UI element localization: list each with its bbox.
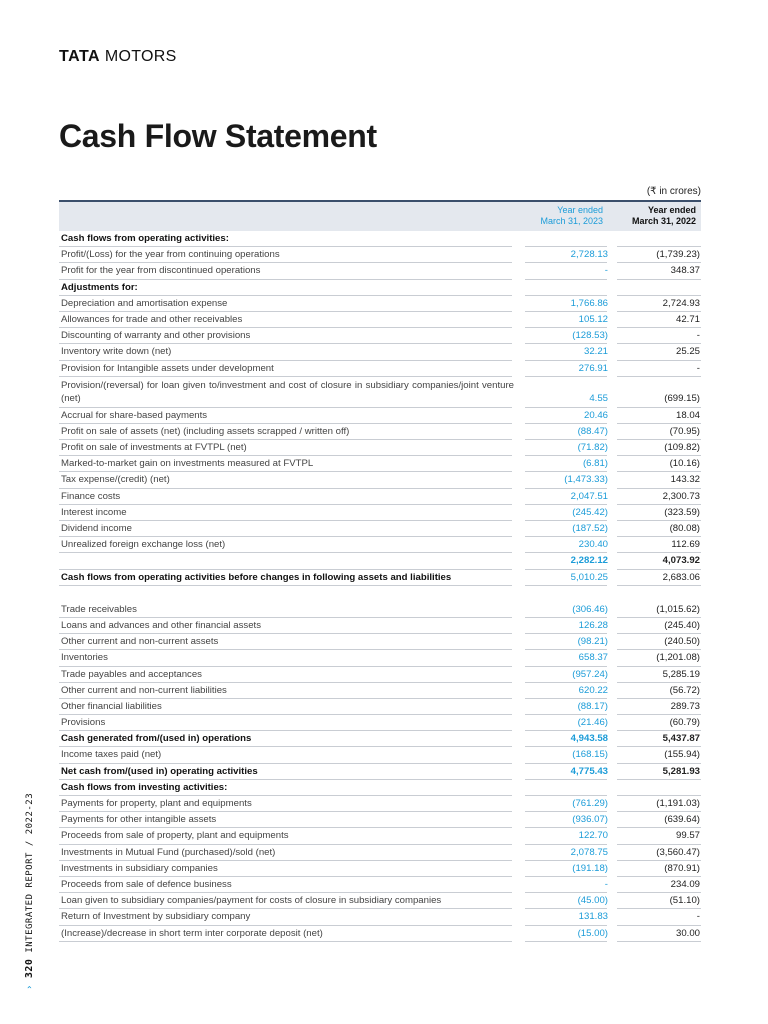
row-value-2023: (6.81)	[582, 458, 608, 470]
row-value-2023: 126.28	[578, 619, 608, 631]
row-value-2022: 5,285.19	[662, 668, 700, 680]
row-value-2023: 230.40	[578, 539, 608, 551]
row-value-2023: -	[604, 265, 608, 277]
row-value-2022: 18.04	[675, 409, 700, 421]
table-row	[59, 424, 701, 440]
row-value-2022: 112.69	[671, 539, 700, 551]
row-value-2022: (56.72)	[669, 684, 700, 696]
table-row	[59, 683, 701, 699]
row-value-2023: (957.24)	[572, 668, 608, 680]
table-row	[59, 247, 701, 263]
table-row	[59, 489, 701, 505]
row-value-2022: 2,683.06	[662, 571, 700, 583]
column-header-previous	[632, 205, 696, 227]
table-row	[59, 456, 701, 472]
row-label: Adjustments for:	[61, 281, 138, 293]
row-label: Provision/(reversal) for loan given to/investment and cost of closure in subsidiary companies/joint venture (net)	[61, 379, 514, 404]
table-row	[59, 586, 701, 602]
row-value-2022: (699.15)	[664, 392, 700, 404]
row-value-2023: 276.91	[578, 362, 608, 374]
report-name: INTEGRATED REPORT / 2022-23	[25, 792, 35, 959]
row-label: Proceeds from sale of property, plant and equipments	[61, 830, 289, 842]
table-row	[59, 231, 701, 247]
row-label: Income taxes paid (net)	[61, 749, 162, 761]
chevron-right-icon: ›	[25, 984, 35, 990]
page-title: Cash Flow Statement	[59, 118, 377, 154]
row-value-2022: 30.00	[675, 927, 700, 939]
row-value-2023: (45.00)	[577, 895, 608, 907]
table-row	[59, 861, 701, 877]
row-value-2023: 105.12	[578, 313, 608, 325]
row-value-2023: (936.07)	[572, 814, 608, 826]
table-row	[59, 570, 701, 586]
row-value-2022: (51.10)	[669, 895, 700, 907]
row-value-2023: (761.29)	[572, 798, 608, 809]
table-row	[59, 440, 701, 456]
row-label: Other current and non-current assets	[61, 636, 219, 648]
column-header-previous-line2: March 31, 2022	[631, 216, 696, 226]
row-value-2022: (323.59)	[664, 506, 700, 518]
table-row	[59, 328, 701, 344]
row-value-2023: (191.18)	[572, 862, 608, 874]
table-row	[59, 361, 701, 377]
row-label: Payments for property, plant and equipments	[61, 798, 252, 809]
row-label: Other financial liabilities	[61, 700, 162, 712]
table-row	[59, 602, 701, 618]
row-value-2023: (128.53)	[572, 330, 608, 342]
row-label: Tax expense/(credit) (net)	[61, 474, 170, 486]
row-value-2022: (639.64)	[664, 814, 700, 826]
row-value-2022: (10.16)	[669, 458, 700, 470]
row-value-2022: -	[696, 330, 700, 342]
table-row	[59, 650, 701, 666]
table-row	[59, 699, 701, 715]
row-value-2023: (1,473.33)	[564, 474, 608, 486]
row-value-2023: 2,728.13	[570, 249, 608, 261]
row-value-2023: (168.15)	[572, 749, 608, 761]
row-value-2022: 5,281.93	[662, 765, 700, 777]
table-row	[59, 926, 701, 942]
page-footer	[24, 793, 35, 990]
row-label: Cash generated from/(used in) operations	[61, 733, 252, 745]
row-label: Payments for other intangible assets	[61, 814, 217, 826]
row-value-2023: 20.46	[583, 409, 608, 421]
row-label: Loans and advances and other financial assets	[61, 619, 262, 631]
row-value-2022: (155.94)	[664, 749, 700, 761]
column-header-current	[540, 205, 603, 227]
row-value-2022: (245.40)	[664, 619, 700, 631]
table-row	[59, 618, 701, 634]
row-label: Profit for the year from discontinued operations	[61, 265, 261, 277]
row-label: Profit on sale of assets (net) (including assets scrapped / written off)	[61, 425, 350, 437]
row-value-2022: 4,073.92	[662, 555, 700, 567]
table-row	[59, 408, 701, 424]
row-value-2023: 2,078.75	[570, 846, 608, 858]
table-row	[59, 280, 701, 296]
row-value-2022: 42.71	[675, 313, 700, 325]
row-label: Allowances for trade and other receivables	[61, 313, 243, 325]
row-value-2022: 5,437.87	[662, 733, 700, 745]
row-value-2023: 4,775.43	[570, 765, 608, 777]
row-label: Accrual for share-based payments	[61, 409, 208, 421]
row-value-2023: (98.21)	[577, 636, 608, 648]
table-row	[59, 505, 701, 521]
row-label: (Increase)/decrease in short term inter corporate deposit (net)	[61, 927, 323, 939]
row-label: Proceeds from sale of defence business	[61, 878, 232, 890]
row-label: Cash flows from operating activities before changes in following assets and liabilities	[61, 571, 452, 583]
table-row	[59, 537, 701, 553]
row-value-2022: (60.79)	[669, 717, 700, 729]
row-value-2022: -	[696, 362, 700, 374]
row-value-2022: (1,201.08)	[656, 652, 700, 664]
row-value-2022: 234.09	[670, 878, 700, 890]
table-row	[59, 312, 701, 328]
row-label: Trade receivables	[61, 603, 137, 615]
column-header-current-line1: Year ended	[557, 205, 603, 215]
row-label: Loan given to subsidiary companies/payment for costs of closure in subsidiary companies	[61, 895, 442, 907]
row-value-2022: 25.25	[675, 346, 700, 358]
column-header-previous-line1: Year ended	[647, 205, 696, 215]
row-value-2022: (870.91)	[664, 862, 700, 874]
row-label: Trade payables and acceptances	[61, 668, 202, 680]
row-value-2022: (1,015.62)	[656, 603, 700, 615]
row-value-2022: (1,191.03)	[656, 798, 700, 809]
row-value-2022: (70.95)	[669, 425, 700, 437]
row-value-2022: (80.08)	[669, 523, 700, 534]
table-row	[59, 796, 701, 812]
row-value-2022: (3,560.47)	[656, 846, 700, 858]
row-label: Unrealized foreign exchange loss (net)	[61, 539, 226, 551]
row-label: Profit on sale of investments at FVTPL (net)	[61, 442, 247, 454]
row-value-2022: (240.50)	[664, 636, 700, 648]
table-row	[59, 780, 701, 796]
row-label: Inventories	[61, 652, 108, 664]
column-header-current-line2: March 31, 2023	[540, 216, 603, 226]
divider-2022	[617, 941, 701, 942]
row-value-2023: (187.52)	[572, 523, 608, 534]
row-value-2022: 289.73	[670, 700, 700, 712]
row-value-2022: 348.37	[670, 265, 700, 277]
row-value-2023: 2,282.12	[570, 555, 608, 567]
row-value-2023: 4,943.58	[570, 733, 608, 745]
row-value-2023: 1,766.86	[570, 297, 608, 309]
table-row	[59, 472, 701, 488]
row-value-2023: 5,010.25	[570, 571, 608, 583]
row-label: Interest income	[61, 506, 127, 518]
row-label: Return of Investment by subsidiary company	[61, 911, 251, 923]
table-row	[59, 521, 701, 537]
row-value-2023: -	[604, 878, 608, 890]
table-row	[59, 344, 701, 360]
table-row	[59, 731, 701, 747]
table-row	[59, 715, 701, 731]
row-label: Other current and non-current liabilities	[61, 684, 227, 696]
cash-flow-table	[59, 231, 701, 942]
row-value-2023: (21.46)	[577, 717, 608, 729]
row-value-2023: (245.42)	[572, 506, 608, 518]
row-value-2023: (88.17)	[577, 700, 608, 712]
page-number: 320	[24, 958, 35, 979]
brand-logo	[59, 48, 177, 66]
table-row	[59, 893, 701, 909]
row-label: Investments in Mutual Fund (purchased)/sold (net)	[61, 846, 276, 858]
row-label: Inventory write down (net)	[61, 346, 172, 358]
divider-2023	[525, 941, 607, 942]
table-row	[59, 877, 701, 893]
row-value-2023: 131.83	[578, 911, 608, 923]
row-value-2023: (71.82)	[577, 442, 608, 454]
row-label: Cash flows from investing activities:	[61, 781, 228, 793]
row-value-2022: (1,739.23)	[656, 249, 700, 261]
row-value-2022: 99.57	[675, 830, 700, 842]
row-label: Provisions	[61, 717, 106, 729]
row-label: Dividend income	[61, 523, 132, 534]
row-label: Net cash from/(used in) operating activities	[61, 765, 258, 777]
table-row	[59, 828, 701, 844]
row-label: Cash flows from operating activities:	[61, 233, 229, 244]
row-value-2023: (88.47)	[577, 425, 608, 437]
table-row	[59, 377, 701, 408]
table-row	[59, 764, 701, 780]
row-value-2023: 620.22	[578, 684, 608, 696]
table-row	[59, 812, 701, 828]
row-label: Profit/(Loss) for the year from continuing operations	[61, 249, 280, 261]
row-label: Investments in subsidiary companies	[61, 862, 218, 874]
row-value-2023: 4.55	[589, 392, 608, 404]
row-value-2022: 2,300.73	[662, 490, 700, 502]
row-label: Finance costs	[61, 490, 121, 502]
table-row	[59, 845, 701, 861]
table-header	[59, 200, 701, 231]
brand-logo-strong: TATA	[59, 48, 101, 65]
row-value-2022: -	[696, 911, 700, 923]
table-row	[59, 553, 701, 569]
row-label: Marked-to-market gain on investments measured at FVTPL	[61, 458, 314, 470]
row-value-2023: 32.21	[583, 346, 608, 358]
table-row	[59, 909, 701, 925]
table-row	[59, 747, 701, 763]
table-row	[59, 263, 701, 279]
table-row	[59, 667, 701, 683]
units-note: (₹ in crores)	[646, 186, 701, 197]
row-value-2023: (15.00)	[577, 927, 608, 939]
row-value-2023: 122.70	[578, 830, 608, 842]
table-row	[59, 634, 701, 650]
row-value-2022: 2,724.93	[662, 297, 700, 309]
row-value-2023: (306.46)	[572, 603, 608, 615]
row-label: Provision for Intangible assets under development	[61, 362, 274, 374]
row-label: Discounting of warranty and other provisions	[61, 330, 251, 342]
row-label: Depreciation and amortisation expense	[61, 297, 228, 309]
table-row	[59, 296, 701, 312]
brand-logo-rest: MOTORS	[100, 48, 177, 65]
row-value-2023: 2,047.51	[570, 490, 608, 502]
row-value-2023: 658.37	[578, 652, 608, 664]
row-value-2022: 143.32	[670, 474, 700, 486]
row-value-2022: (109.82)	[664, 442, 700, 454]
